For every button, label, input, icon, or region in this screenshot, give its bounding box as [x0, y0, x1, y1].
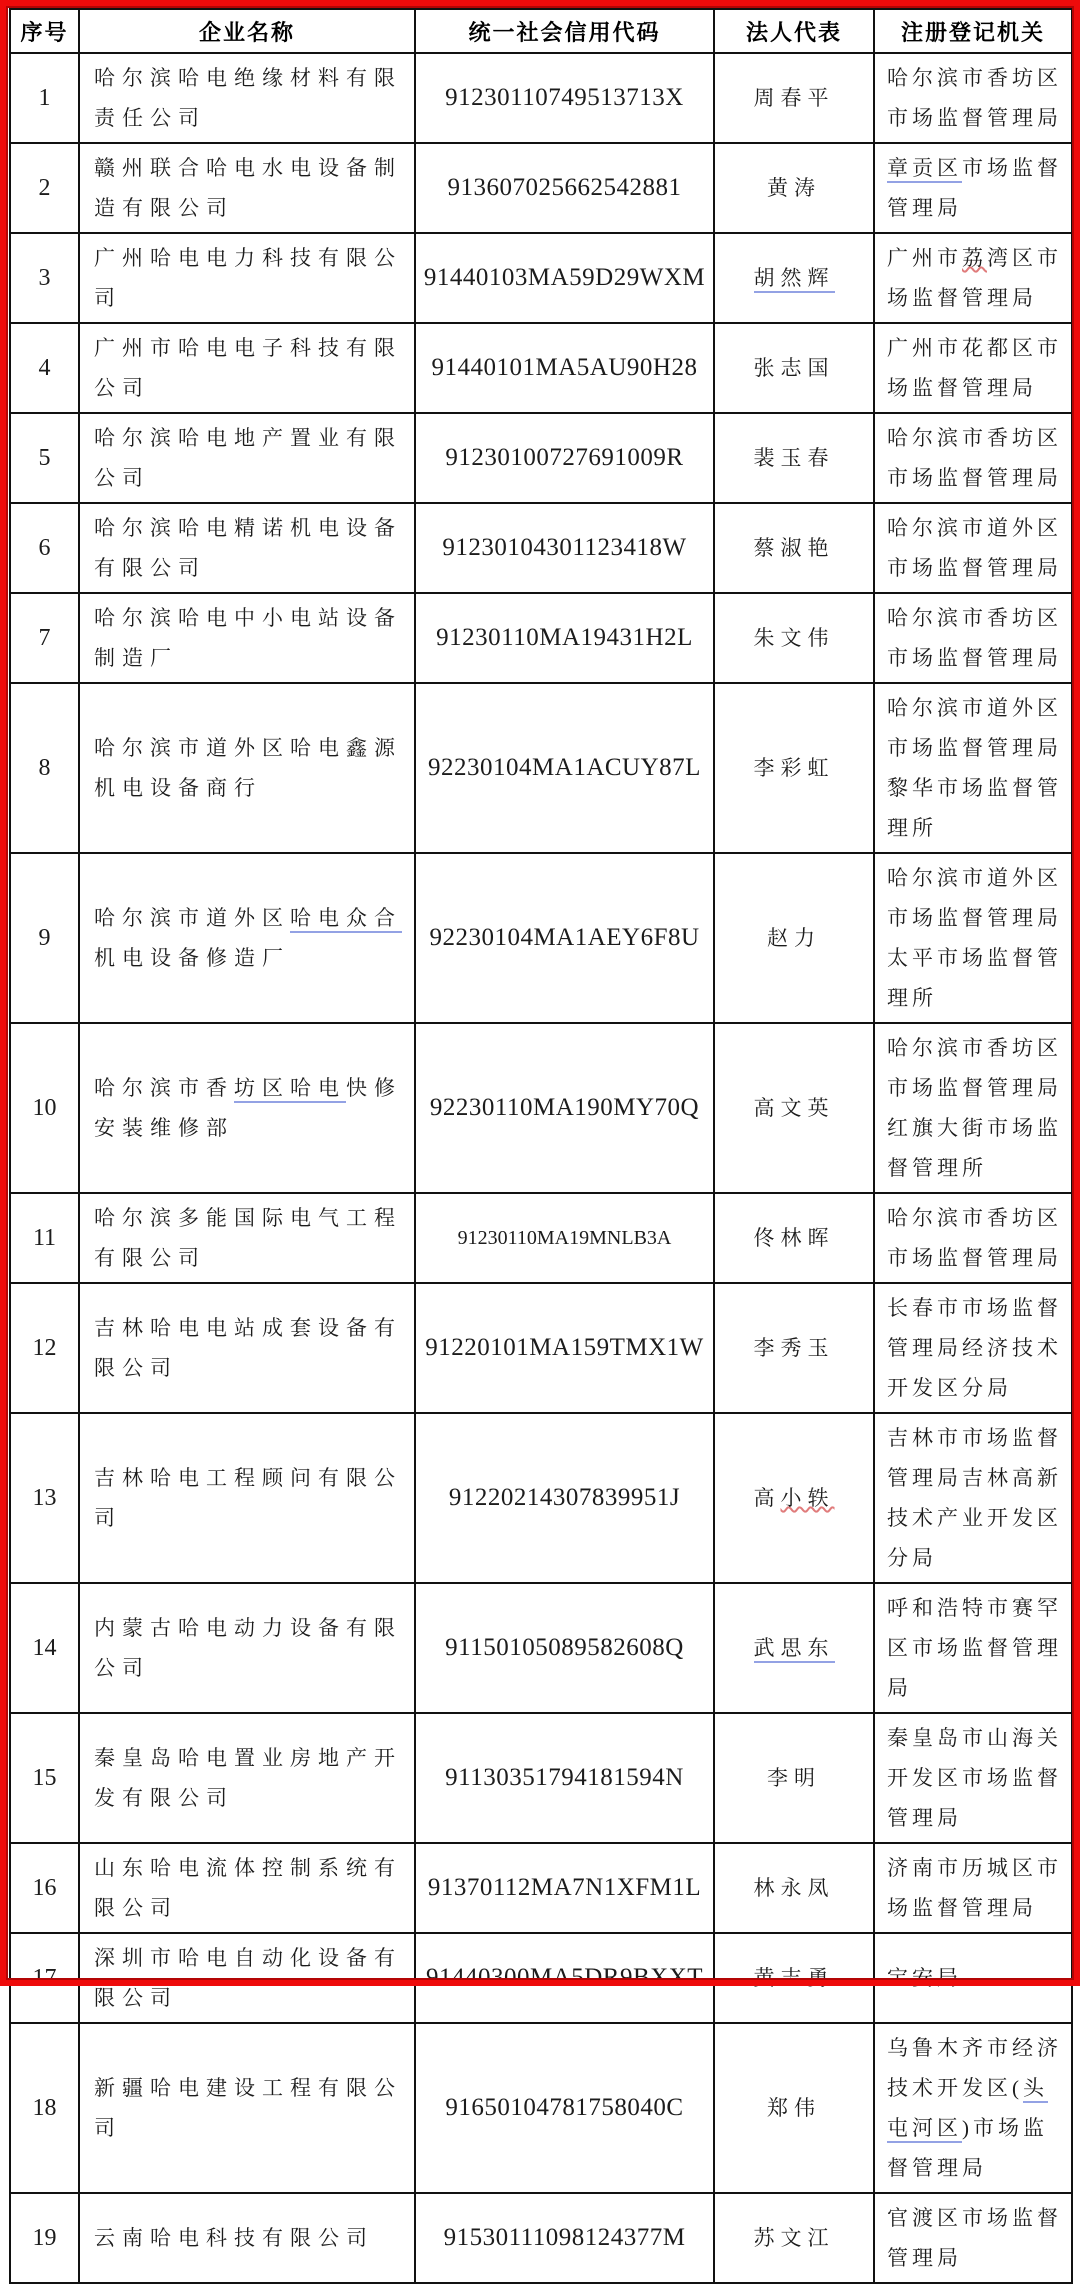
cell-credit-code: 91150105089582608Q: [415, 1583, 714, 1713]
cell-legal-rep: 黄涛: [714, 143, 874, 233]
cell-company-name: 哈尔滨市道外区哈电鑫源机电设备商行: [79, 683, 415, 853]
column-header-company: 企业名称: [79, 9, 415, 53]
cell-legal-rep: 李秀玉: [714, 1283, 874, 1413]
cell-company-name: 哈尔滨多能国际电气工程有限公司: [79, 1193, 415, 1283]
table-row: [10, 2193, 1072, 2283]
cell-company-name: 哈尔滨哈电地产置业有限公司: [79, 413, 415, 503]
cell-registry: 宝安局: [874, 1933, 1072, 2023]
cell-legal-rep: 高文英: [714, 1023, 874, 1193]
proofing-underline: 哈电众合: [290, 906, 402, 933]
cell-credit-code: 91230110MA19MNLB3A: [415, 1193, 714, 1283]
cell-serial: 5: [10, 413, 79, 503]
table-header-row: [10, 9, 1072, 53]
cell-legal-rep: 黄志勇: [714, 1933, 874, 2023]
column-header-serial: 序号: [10, 9, 79, 53]
cell-serial: 17: [10, 1933, 79, 2023]
cell-registry: 哈尔滨市道外区市场监督管理局黎华市场监督管理所: [874, 683, 1072, 853]
proofing-underline: 武思东: [754, 1636, 835, 1663]
cell-legal-rep: 赵力: [714, 853, 874, 1023]
table-row: [10, 143, 1072, 233]
cell-serial: 1: [10, 53, 79, 143]
column-header-registry: 注册登记机关: [874, 9, 1072, 53]
cell-registry: 哈尔滨市香坊区市场监督管理局: [874, 413, 1072, 503]
table-row: [10, 1283, 1072, 1413]
cell-registry: 秦皇岛市山海关开发区市场监督管理局: [874, 1713, 1072, 1843]
proofing-underline: 小轶: [780, 1486, 835, 1510]
cell-registry: 哈尔滨市道外区市场监督管理局太平市场监督管理所: [874, 853, 1072, 1023]
table-row: [10, 323, 1072, 413]
table-row: [10, 1713, 1072, 1843]
cell-registry: 乌鲁木齐市经济技术开发区(头屯河区)市场监督管理局: [874, 2023, 1072, 2193]
cell-credit-code: 91220214307839951J: [415, 1413, 714, 1583]
table-row: [10, 413, 1072, 503]
cell-serial: 3: [10, 233, 79, 323]
company-table-body: [10, 53, 1072, 2283]
cell-credit-code: 91130351794181594N: [415, 1713, 714, 1843]
cell-credit-code: 91440300MA5DR9BXXT: [415, 1933, 714, 2023]
cell-registry: 呼和浩特市赛罕区市场监督管理局: [874, 1583, 1072, 1713]
cell-serial: 11: [10, 1193, 79, 1283]
table-row: [10, 1193, 1072, 1283]
cell-registry: 哈尔滨市香坊区市场监督管理局: [874, 1193, 1072, 1283]
cell-serial: 13: [10, 1413, 79, 1583]
cell-credit-code: 91530111098124377M: [415, 2193, 714, 2283]
cell-company-name: 新疆哈电建设工程有限公司: [79, 2023, 415, 2193]
cell-company-name: 吉林哈电电站成套设备有限公司: [79, 1283, 415, 1413]
cell-legal-rep: [714, 233, 874, 323]
proofing-underline: 章贡区: [887, 156, 962, 183]
cell-credit-code: 913607025662542881: [415, 143, 714, 233]
table-row: [10, 1583, 1072, 1713]
cell-legal-rep: 高小轶: [714, 1413, 874, 1583]
cell-company-name: 广州哈电电力科技有限公司: [79, 233, 415, 323]
cell-serial: 18: [10, 2023, 79, 2193]
cell-company-name: 吉林哈电工程顾问有限公司: [79, 1413, 415, 1583]
cell-credit-code: 91230110MA19431H2L: [415, 593, 714, 683]
table-row: [10, 503, 1072, 593]
cell-company-name: 赣州联合哈电水电设备制造有限公司: [79, 143, 415, 233]
cell-registry: 济南市历城区市场监督管理局: [874, 1843, 1072, 1933]
proofing-underline: 头屯河区: [887, 2076, 1048, 2143]
column-header-legal-rep: 法人代表: [714, 9, 874, 53]
cell-legal-rep: 郑伟: [714, 2023, 874, 2193]
cell-credit-code: 91230100727691009R: [415, 413, 714, 503]
cell-legal-rep: 张志国: [714, 323, 874, 413]
cell-serial: 4: [10, 323, 79, 413]
table-row: [10, 1413, 1072, 1583]
table-row: [10, 593, 1072, 683]
cell-serial: 2: [10, 143, 79, 233]
proofing-underline: 胡然辉: [754, 266, 835, 293]
table-row: [10, 1843, 1072, 1933]
cell-credit-code: 91440101MA5AU90H28: [415, 323, 714, 413]
cell-registry: 哈尔滨市香坊区市场监督管理局: [874, 593, 1072, 683]
cell-credit-code: 92230104MA1AEY6F8U: [415, 853, 714, 1023]
cell-company-name: 内蒙古哈电动力设备有限公司: [79, 1583, 415, 1713]
cell-serial: 7: [10, 593, 79, 683]
table-row: [10, 1023, 1072, 1193]
cell-serial: 10: [10, 1023, 79, 1193]
cell-legal-rep: 蔡淑艳: [714, 503, 874, 593]
cell-serial: 16: [10, 1843, 79, 1933]
cell-serial: 6: [10, 503, 79, 593]
cell-credit-code: 91370112MA7N1XFM1L: [415, 1843, 714, 1933]
cell-legal-rep: 李明: [714, 1713, 874, 1843]
table-row: [10, 1933, 1072, 2023]
cell-registry: 哈尔滨市道外区市场监督管理局: [874, 503, 1072, 593]
table-row: [10, 233, 1072, 323]
cell-credit-code: 91440103MA59D29WXM: [415, 233, 714, 323]
cell-credit-code: 91230104301123418W: [415, 503, 714, 593]
cell-serial: 14: [10, 1583, 79, 1713]
cell-company-name: 云南哈电科技有限公司: [79, 2193, 415, 2283]
cell-credit-code: 91650104781758040C: [415, 2023, 714, 2193]
cell-company-name: 深圳市哈电自动化设备有限公司: [79, 1933, 415, 2023]
cell-serial: 12: [10, 1283, 79, 1413]
cell-credit-code: 91220101MA159TMX1W: [415, 1283, 714, 1413]
cell-legal-rep: 佟林晖: [714, 1193, 874, 1283]
cell-company-name: 哈尔滨市道外区哈电众合机电设备修造厂: [79, 853, 415, 1023]
table-row: [10, 683, 1072, 853]
table-row: [10, 53, 1072, 143]
proofing-underline: 荔: [962, 246, 987, 270]
cell-legal-rep: 苏文江: [714, 2193, 874, 2283]
cell-company-name: 哈尔滨哈电精诺机电设备有限公司: [79, 503, 415, 593]
cell-registry: 长春市市场监督管理局经济技术开发区分局: [874, 1283, 1072, 1413]
cell-company-name: 哈尔滨市香坊区哈电快修安装维修部: [79, 1023, 415, 1193]
cell-serial: 15: [10, 1713, 79, 1843]
cell-company-name: 山东哈电流体控制系统有限公司: [79, 1843, 415, 1933]
cell-registry: 哈尔滨市香坊区市场监督管理局红旗大街市场监督管理所: [874, 1023, 1072, 1193]
company-table: [9, 8, 1073, 2284]
cell-legal-rep: 林永凤: [714, 1843, 874, 1933]
cell-company-name: 广州市哈电电子科技有限公司: [79, 323, 415, 413]
table-row: [10, 853, 1072, 1023]
cell-legal-rep: 朱文伟: [714, 593, 874, 683]
cell-registry: 章贡区市场监督管理局: [874, 143, 1072, 233]
cell-serial: 9: [10, 853, 79, 1023]
cell-serial: 8: [10, 683, 79, 853]
cell-legal-rep: [714, 1583, 874, 1713]
cell-registry: 广州市花都区市场监督管理局: [874, 323, 1072, 413]
cell-company-name: 秦皇岛哈电置业房地产开发有限公司: [79, 1713, 415, 1843]
cell-registry: 广州市荔湾区市场监督管理局: [874, 233, 1072, 323]
proofing-underline: 坊区哈电: [234, 1076, 346, 1103]
cell-registry: 吉林市市场监督管理局吉林高新技术产业开发区分局: [874, 1413, 1072, 1583]
column-header-credit-code: 统一社会信用代码: [415, 9, 714, 53]
cell-company-name: 哈尔滨哈电中小电站设备制造厂: [79, 593, 415, 683]
table-row: [10, 2023, 1072, 2193]
cell-credit-code: 92230104MA1ACUY87L: [415, 683, 714, 853]
cell-company-name: 哈尔滨哈电绝缘材料有限责任公司: [79, 53, 415, 143]
cell-credit-code: 91230110749513713X: [415, 53, 714, 143]
cell-legal-rep: 裴玉春: [714, 413, 874, 503]
cell-legal-rep: 周春平: [714, 53, 874, 143]
cell-registry: 哈尔滨市香坊区市场监督管理局: [874, 53, 1072, 143]
cell-registry: 官渡区市场监督管理局: [874, 2193, 1072, 2283]
document-page: [9, 8, 1071, 2270]
cell-serial: 19: [10, 2193, 79, 2283]
cell-legal-rep: 李彩虹: [714, 683, 874, 853]
cell-credit-code: 92230110MA190MY70Q: [415, 1023, 714, 1193]
